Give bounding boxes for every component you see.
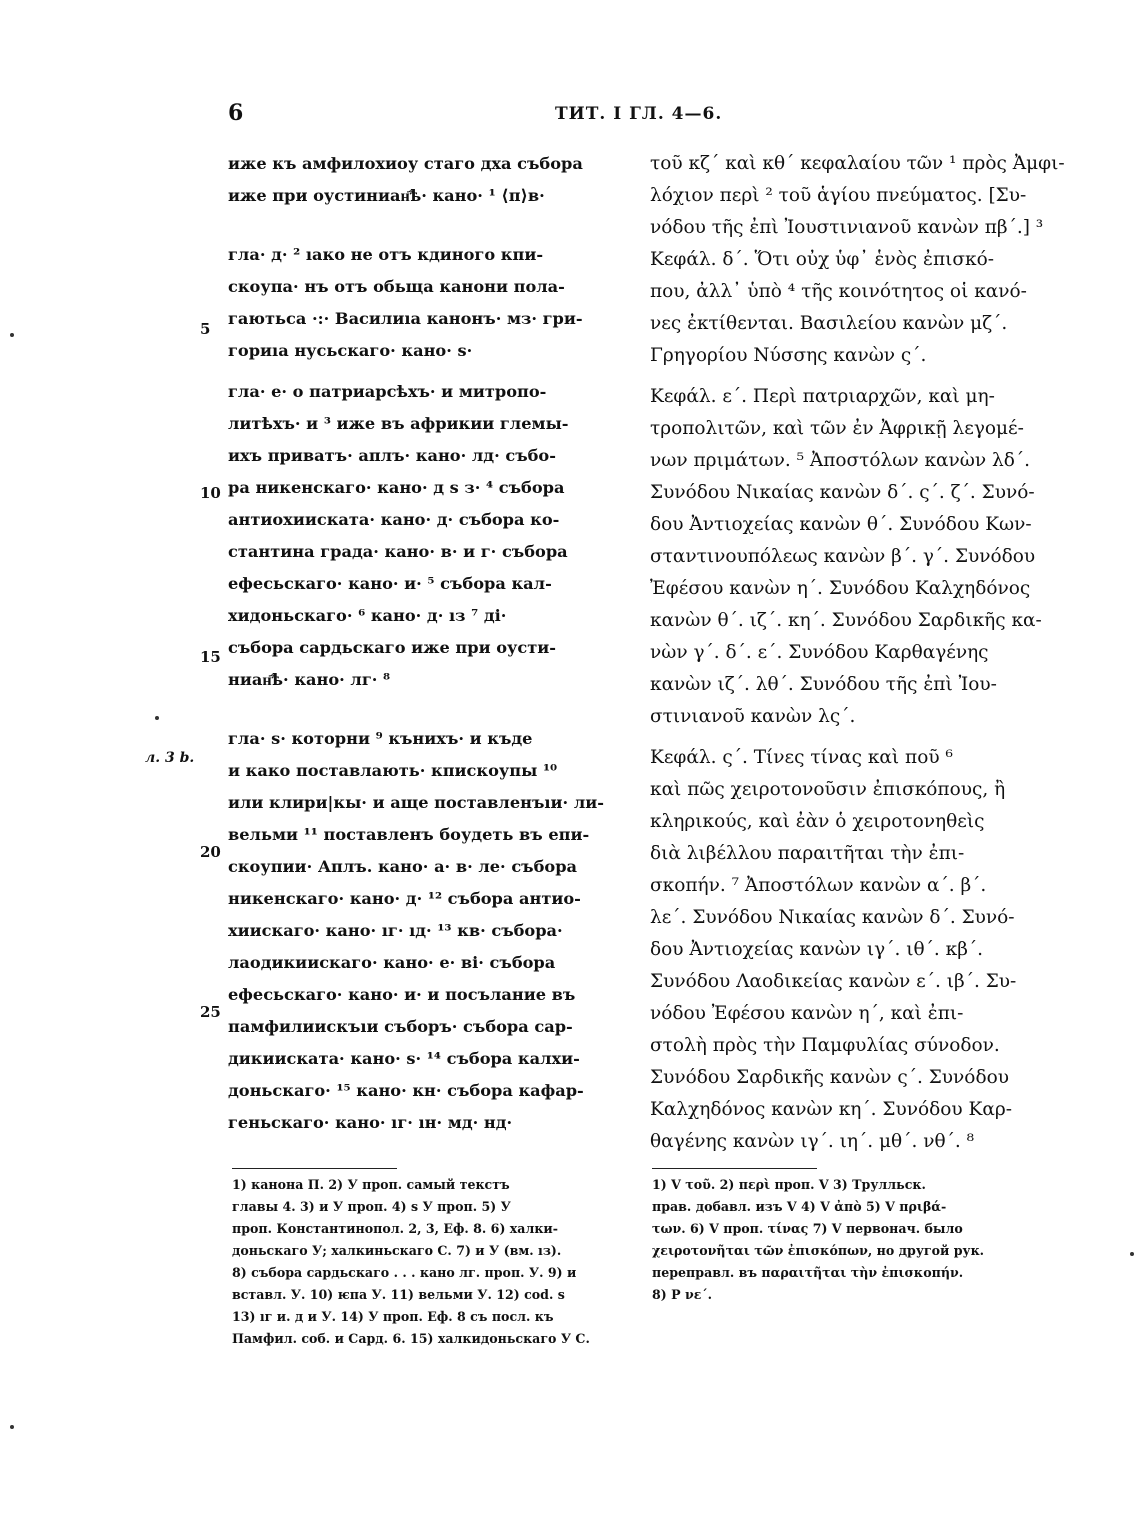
footnotes-right: [652, 1174, 1102, 1306]
greek-line: δου Ἀντιοχείας κανὼν θ΄. Συνόδου Κων-: [650, 514, 1032, 535]
slavonic-line: ефесьскаго· кано· и· и посълание въ: [228, 985, 576, 1004]
scan-speck: [155, 716, 159, 720]
slavonic-line: хиискаго· кано· ıг· ıд· ¹³ кв· събора·: [228, 921, 563, 940]
footnote-line: 1) V τοῦ. 2) περὶ проп. V 3) Трулльск.: [652, 1177, 926, 1192]
scan-speck: [10, 1425, 14, 1429]
footnote-line: главы 4. 3) и У проп. 4) ѕ У проп. 5) У: [232, 1199, 511, 1214]
greek-line: νόδου τῆς ἐπὶ Ἰουστινιανοῦ κανὼν πβ΄.] ³: [650, 217, 1044, 238]
slavonic-line: стантина града· кано· в· и г· събора: [228, 542, 568, 561]
footnote-line: переправл. въ παραιτῆται τὴν ἐπισκοπήν.: [652, 1265, 964, 1280]
slavonic-line: иже къ амфилохиоу стаго дха събора: [228, 154, 583, 173]
page-number: 6: [228, 100, 244, 126]
greek-line: τοῦ κζ΄ καὶ κθ΄ κεφαλαίου τῶν ¹ πρὸς Ἀμφι-: [650, 153, 1065, 174]
slavonic-line: ефесьскаго· кано· и· ⁵ събора кал-: [228, 574, 552, 593]
greek-line: καὶ πῶς χειροτονοῦσιν ἐπισκόπους, ἢ: [650, 779, 1006, 800]
footnote-line: Памфил. соб. и Сард. 6. 15) халкидоньскаго У С.: [232, 1331, 590, 1346]
greek-line: Συνόδου Λαοδικείας κανὼν ε΄. ιβ΄. Συ-: [650, 971, 1017, 992]
greek-line: κανὼν θ΄. ιζ΄. κη΄. Συνόδου Σαρδικῆς κα-: [650, 610, 1042, 631]
slavonic-line: хидоньскаго· ⁶ кано· д· ıз ⁷ ді·: [228, 606, 507, 625]
slavonic-line: гла· ѕ· которни ⁹ кънихъ· и къде: [228, 729, 533, 748]
scan-speck: [10, 333, 14, 337]
slavonic-line: гориıа нусьскаго· кано· ѕ·: [228, 341, 473, 360]
slavonic-line: скоупии· Аплъ. кано· а· в· ле· събора: [228, 857, 578, 876]
greek-line: Γρηγορίου Νύσσης κανὼν ς΄.: [650, 345, 927, 366]
greek-line: νων πριμάτων. ⁵ Ἀποστόλων κανὼν λδ΄.: [650, 450, 1030, 471]
slavonic-line: антиохииската· кано· д· събора ко-: [228, 510, 560, 529]
slavonic-line: никенскаго· кано· д· ¹² събора антио-: [228, 889, 581, 908]
footnote-line: χειροτονῆται τῶν ἐπισκόπων, но другой рук.: [652, 1243, 985, 1258]
slavonic-line: или клири|кы· и аще поставленъıи· ли-: [228, 793, 604, 812]
footnote-line: 8) Ρ νε΄.: [652, 1287, 713, 1302]
greek-line: δου Ἀντιοχείας κανὼν ιγ΄. ιθ΄. κβ΄.: [650, 939, 984, 960]
greek-line: κανὼν ιζ΄. λθ΄. Συνόδου τῆς ἐπὶ Ἰου-: [650, 674, 997, 695]
footnote-divider-right: [652, 1168, 817, 1169]
slavonic-line: иже при оустиниан҄ѣ· кано· ¹ ⟨п⟩в·: [228, 186, 545, 205]
greek-line: που, ἀλλ᾽ ὑπὸ ⁴ τῆς κοινότητος οἱ κανό-: [650, 281, 1027, 302]
greek-line: λόχιον περὶ ² τοῦ ἁγίου πνεύματος. [Συ-: [650, 185, 1027, 206]
greek-line: Ἐφέσου κανὼν η΄. Συνόδου Καλχηδόνος: [650, 578, 1031, 599]
footnote-line: проп. Константинопол. 2, 3, Еф. 8. 6) халки-: [232, 1221, 558, 1236]
slavonic-line: скоупа· нъ отъ обьща канони пола-: [228, 277, 565, 296]
line-number-25: 25: [200, 1003, 221, 1021]
line-number-15: 15: [200, 648, 221, 666]
slavonic-line: ихъ приватъ· аплъ· кано· лд· събо-: [228, 446, 556, 465]
footnote-line: των. 6) V проп. τίνας 7) V первонач. было: [652, 1221, 963, 1236]
slavonic-line: ниан҄ѣ· кано· лг· ⁸: [228, 670, 391, 689]
greek-line: σκοπήν. ⁷ Ἀποστόλων κανὼν α΄. β΄.: [650, 875, 987, 896]
greek-line: Κεφάλ. ς΄. Τίνες τίνας καὶ ποῦ ⁶: [650, 747, 953, 768]
greek-line: νες ἐκτίθενται. Βασιλείου κανὼν μζ΄.: [650, 313, 1008, 334]
greek-line: λε΄. Συνόδου Νικαίας κανὼν δ΄. Συνό-: [650, 907, 1015, 928]
scan-speck: [1130, 1252, 1134, 1256]
line-number-10: 10: [200, 484, 221, 502]
slavonic-line: гла· д· ² ıако не отъ кдиного кпи-: [228, 245, 544, 264]
slavonic-line: събора сардьскаго иже при оусти-: [228, 638, 557, 657]
slavonic-line: вельми ¹¹ поставленъ боудеть въ епи-: [228, 825, 590, 844]
greek-line: στινιανοῦ κανὼν λς΄.: [650, 706, 856, 727]
greek-line: τροπολιτῶν, καὶ τῶν ἐν Ἀφρικῇ λεγομέ-: [650, 418, 1024, 439]
greek-line: νὼν γ΄. δ΄. ε΄. Συνόδου Καρθαγένης: [650, 642, 989, 663]
greek-line: Συνόδου Σαρδικῆς κανὼν ς΄. Συνόδου: [650, 1067, 1009, 1088]
greek-line: νόδου Ἐφέσου κανὼν η΄, καὶ ἐπι-: [650, 1003, 964, 1024]
greek-line: Κεφάλ. δ΄. Ὅτι οὐχ ὑφ᾽ ἑνὸς ἐπισκό-: [650, 249, 994, 270]
folio-margin-note: л. 3 b.: [145, 750, 195, 766]
running-head: ТИТ. I ГЛ. 4—6.: [555, 104, 723, 124]
footnote-line: прав. добавл. изъ V 4) V ἀπὸ 5) V πριβά-: [652, 1199, 947, 1214]
footnote-line: 13) ıг и. д и У. 14) У проп. Еф. 8 съ посл. къ: [232, 1309, 554, 1324]
line-number-20: 20: [200, 843, 221, 861]
greek-line: Συνόδου Νικαίας κανὼν δ΄. ς΄. ζ΄. Συνό-: [650, 482, 1035, 503]
footnote-line: 8) събора сардьскаго . . . кано лг. проп. У. 9) и: [232, 1265, 577, 1280]
footnote-divider-left: [232, 1168, 397, 1169]
greek-line: στολὴ πρὸς τὴν Παμφυλίας σύνοδον.: [650, 1035, 1000, 1056]
greek-column: [650, 148, 1100, 1158]
slavonic-line: гла· е· о патриарсѣхъ· и митропо-: [228, 382, 547, 401]
slavonic-line: гаютьса ·:· Василиıа канонъ· мз· гри-: [228, 309, 583, 328]
line-number-5: 5: [200, 320, 211, 338]
slavonic-line: дикииската· кано· ѕ· ¹⁴ събора калхи-: [228, 1049, 580, 1068]
slavonic-line: лаодикиискаго· кано· е· ві· събора: [228, 953, 556, 972]
footnote-line: вставл. У. 10) ѥпа У. 11) вельми У. 12) cod. ѕ: [232, 1287, 565, 1302]
greek-line: Κεφάλ. ε΄. Περὶ πατριαρχῶν, καὶ μη-: [650, 386, 995, 407]
slavonic-line: литѣхъ· и ³ иже въ африкии глемы-: [228, 414, 569, 433]
greek-line: Καλχηδόνος κανὼν κη΄. Συνόδου Καρ-: [650, 1099, 1012, 1120]
slavonic-line: геньскаго· кано· ıг· ıн· мд· нд·: [228, 1113, 513, 1132]
greek-line: κληρικούς, καὶ ἐὰν ὁ χειροτονηθεὶς: [650, 811, 985, 832]
slavonic-line: доньскаго· ¹⁵ кано· кн· събора кафар-: [228, 1081, 584, 1100]
slavonic-line: памфилиискъıи съборъ· събора сар-: [228, 1017, 573, 1036]
footnotes-left: [232, 1174, 627, 1350]
slavonic-line: и како поставлають· кпискоупы ¹⁰: [228, 761, 558, 780]
slavonic-column: [228, 148, 628, 1139]
greek-line: διὰ λιβέλλου παραιτῆται τὴν ἐπι-: [650, 843, 965, 864]
greek-line: θαγένης κανὼν ιγ΄. ιη΄. μθ΄. νθ΄. ⁸: [650, 1131, 975, 1152]
greek-line: σταντινουπόλεως κανὼν β΄. γ΄. Συνόδου: [650, 546, 1036, 567]
footnote-line: 1) канона П. 2) У проп. самый текстъ: [232, 1177, 510, 1192]
slavonic-line: ра никенскаго· кано· д ѕ з· ⁴ събора: [228, 478, 565, 497]
footnote-line: доньскаго У; халкиньскаго С. 7) и У (вм. ıз).: [232, 1243, 562, 1258]
